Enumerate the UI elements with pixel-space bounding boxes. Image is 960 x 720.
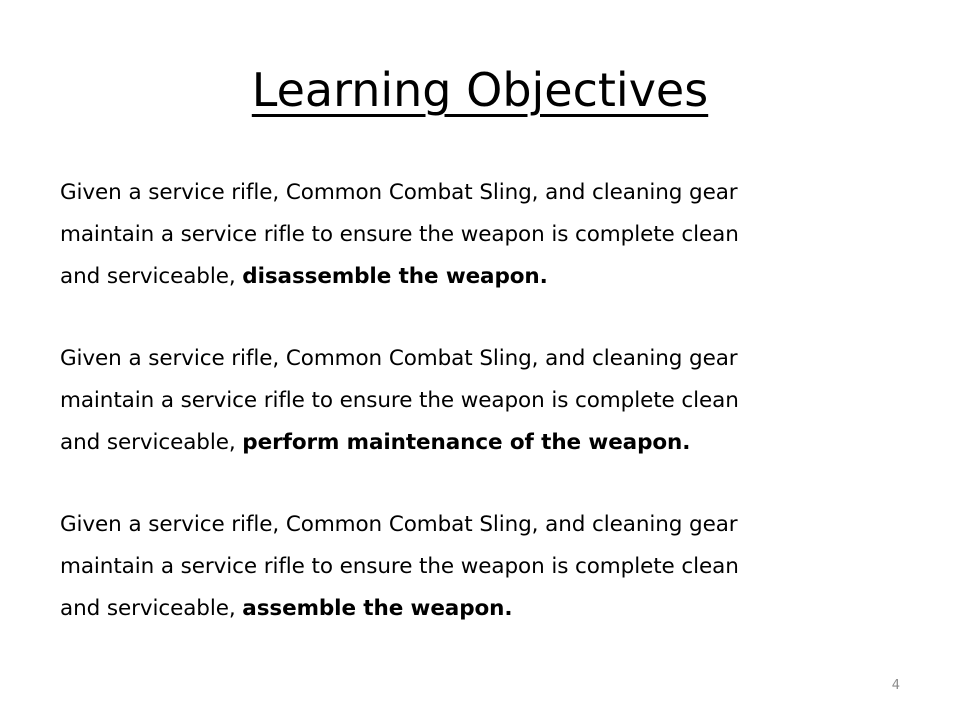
objective-item-disassemble bbox=[60, 172, 916, 298]
objective-emphasis: assemble the weapon. bbox=[242, 596, 513, 621]
objective-line: maintain a service rifle to ensure the weapon is complete clean bbox=[60, 388, 739, 413]
objective-item-maintenance bbox=[60, 338, 916, 464]
objective-line-prefix: and serviceable, bbox=[60, 596, 243, 621]
objective-line-prefix: and serviceable, bbox=[60, 264, 243, 289]
objective-line: maintain a service rifle to ensure the weapon is complete clean bbox=[60, 222, 739, 247]
objective-line bbox=[60, 588, 916, 630]
slide-title-text: Learning Objectives bbox=[251, 63, 709, 117]
objective-line bbox=[60, 256, 916, 298]
objective-emphasis: perform maintenance of the weapon. bbox=[242, 430, 691, 455]
objective-line-prefix: and serviceable, bbox=[60, 430, 243, 455]
objectives-list bbox=[60, 172, 916, 630]
page-number: 4 bbox=[891, 678, 900, 693]
objective-item-assemble bbox=[60, 504, 916, 630]
objective-line: Given a service rifle, Common Combat Sling, and cleaning gear bbox=[60, 180, 738, 205]
objective-emphasis: disassemble the weapon. bbox=[242, 264, 548, 289]
objective-line: maintain a service rifle to ensure the weapon is complete clean bbox=[60, 554, 739, 579]
slide-title bbox=[0, 62, 960, 118]
objective-line: Given a service rifle, Common Combat Sling, and cleaning gear bbox=[60, 512, 738, 537]
objective-line bbox=[60, 422, 916, 464]
objective-line: Given a service rifle, Common Combat Sling, and cleaning gear bbox=[60, 346, 738, 371]
